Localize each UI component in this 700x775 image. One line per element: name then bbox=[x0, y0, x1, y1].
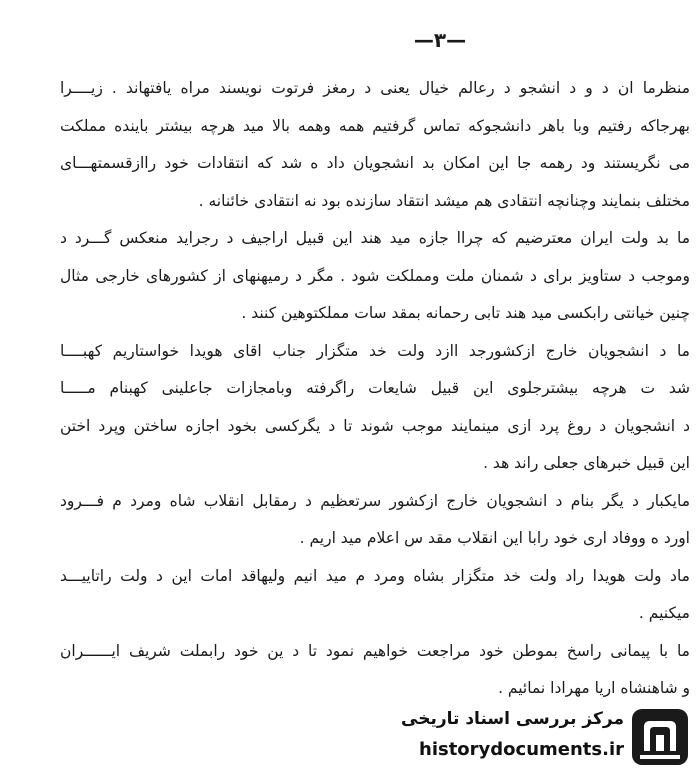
page-number: —۳— bbox=[413, 28, 467, 52]
watermark bbox=[401, 703, 694, 771]
text-line: اورد ه ووفاد اری خود رابا این انقلاب مقد س اعلام مید اریم . bbox=[299, 529, 690, 547]
text-line: منظرما ان د و د انشجو د رعالم خیال یعنی د رمغز فرتوت نویسند مراه یافتهاند . زیــــرا bbox=[60, 79, 690, 97]
text-line: ما د انشجویان خارج ازکشورجد اازد ولت خد متگزار جناب اقای هویدا خواستاریم کهبــــا bbox=[60, 341, 690, 360]
text-line: این قبیل خبرهای جعلی راند هد . bbox=[483, 454, 690, 472]
watermark-title: مرکز بررسی اسناد تاریخی bbox=[401, 709, 624, 729]
text-line: د انشجویان د روغ پرد ازی مینمایند موجب شوند تا د یگرکسی بخود اجازه ساختن وپرد اختن bbox=[60, 416, 690, 435]
archive-logo-icon bbox=[630, 707, 690, 767]
text-line: مایکبار د یگر بنام د انشجویان خارج ازکشور سرتعظیم د رمقابل انقلاب شاه ومرد م فـــرود bbox=[60, 491, 690, 510]
text-line: چنین خیانتی رابکسی مید هند تابی رحمانه بمقد سات مملکتوهین کنند . bbox=[241, 304, 690, 322]
text-line: مختلف بنمایند وچنانچه انتقادی هم میشد انتقاد سازنده بود نه انتقادی خائنانه . bbox=[198, 191, 690, 210]
text-line: شد ت هرچه بیشترجلوی این قبیل شایعات راگرفته وبامجازات جاعلینی کهبنام مـــــا bbox=[60, 379, 690, 397]
text-line: ما با پیمانی راسخ بموطن خود مراجعت خواهیم نمود تا د ین خود رابملت شریف ایــــــران bbox=[60, 641, 690, 660]
text-line: می نگریستند ود رهمه جا این امکان بد انشجویان داد ه شد که انتقادات خود راازقسمتهـــای bbox=[60, 154, 690, 172]
text-line: بهرجاکه رفتیم وبا باهر دانشجوکه تماس گرفتیم همه وهمه بالا مید هرچه بیشتر باینده مملکت bbox=[60, 116, 690, 135]
watermark-url: historydocuments.ir bbox=[419, 739, 624, 760]
text-line: میکنیم . bbox=[638, 604, 690, 622]
text-line: وموجب د ستاویز برای د شمنان ملت ومملکت شود . مگر د رمیهنهای از کشورهای خارجی مثال bbox=[60, 266, 690, 285]
text-line: ماد ولت هویدا راد ولت خد متگزار بشاه ومرد م مید انیم ولیهاقد امات این د ولت راتاییـــد bbox=[60, 566, 690, 585]
text-line: و شاهنشاه اریا مهرادا نمائیم . bbox=[498, 679, 690, 697]
document-body bbox=[60, 70, 690, 708]
text-line: ما بد ولت ایران معترضیم که چراا جازه مید هند این قبیل اراجیف د رجراید منعکس گـــرد د bbox=[60, 229, 690, 247]
